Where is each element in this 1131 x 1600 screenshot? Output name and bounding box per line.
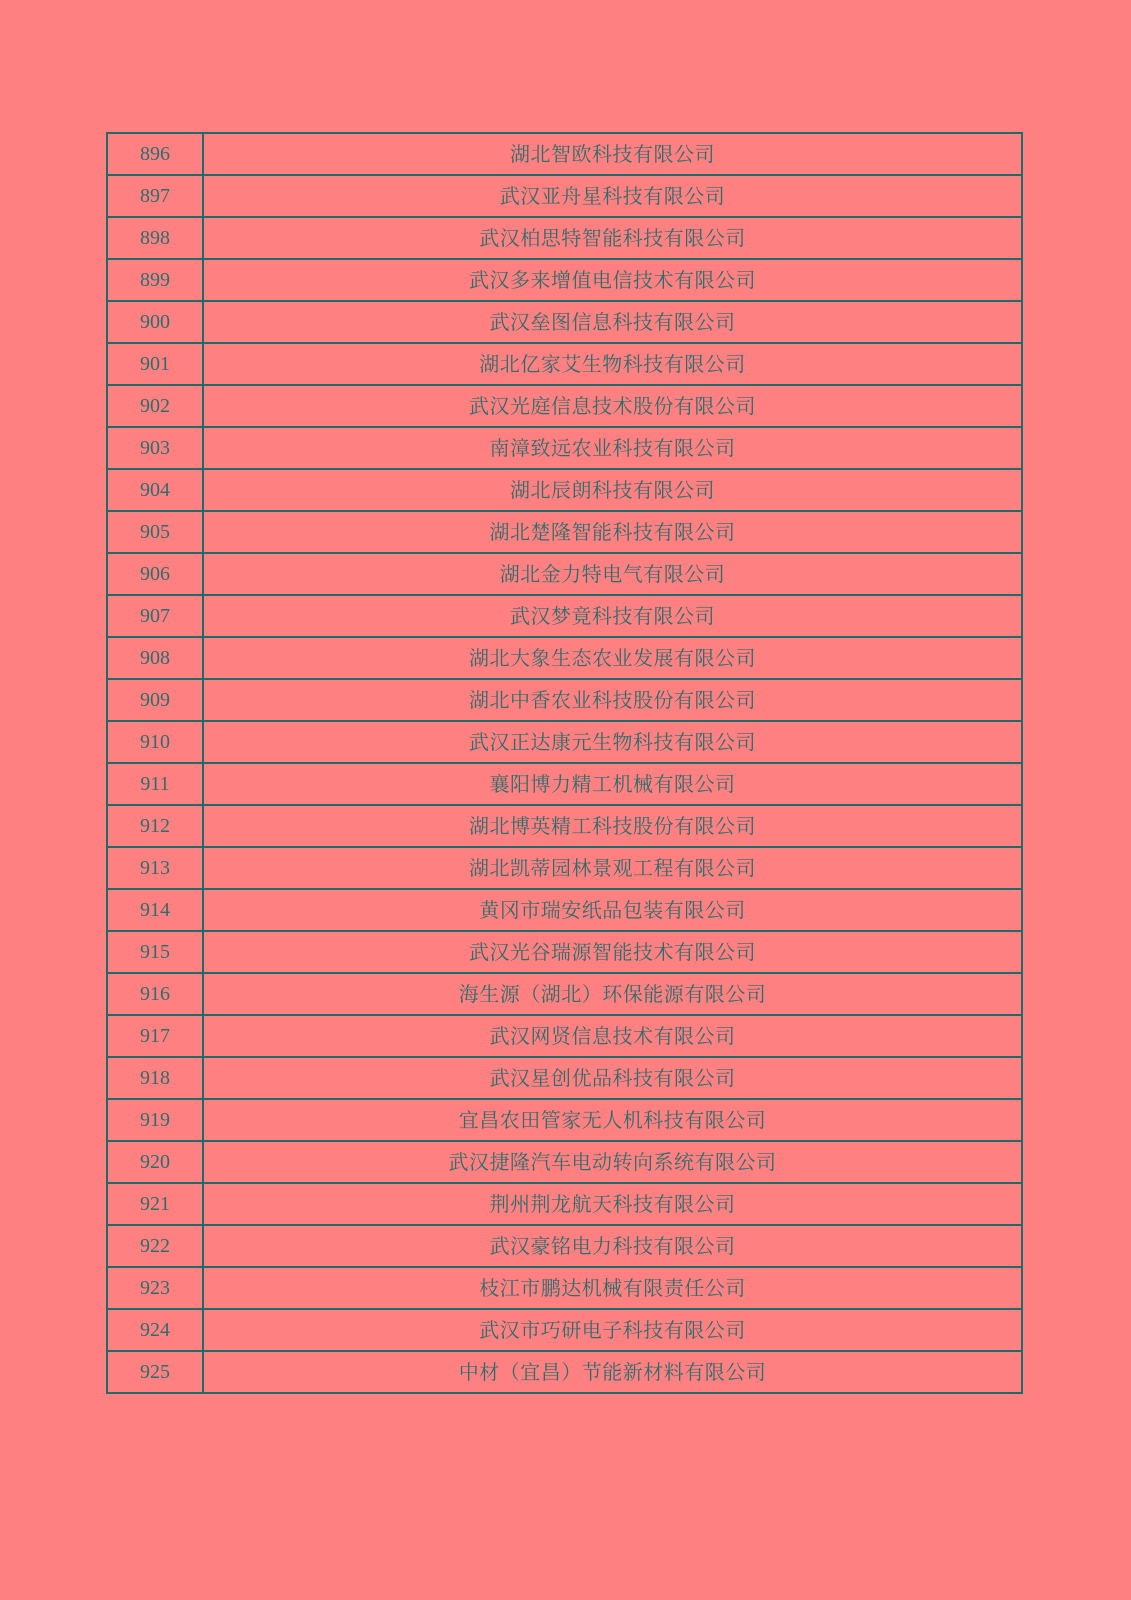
table-row xyxy=(107,595,1022,637)
company-name: 武汉梦竟科技有限公司 xyxy=(203,595,1022,637)
row-number: 898 xyxy=(107,217,203,259)
row-number: 906 xyxy=(107,553,203,595)
company-name: 武汉豪铭电力科技有限公司 xyxy=(203,1225,1022,1267)
row-number: 920 xyxy=(107,1141,203,1183)
company-name: 湖北中香农业科技股份有限公司 xyxy=(203,679,1022,721)
company-table xyxy=(106,132,1023,1394)
company-name: 荆州荆龙航天科技有限公司 xyxy=(203,1183,1022,1225)
company-name: 宜昌农田管家无人机科技有限公司 xyxy=(203,1099,1022,1141)
company-name: 南漳致远农业科技有限公司 xyxy=(203,427,1022,469)
table-row xyxy=(107,1057,1022,1099)
row-number: 905 xyxy=(107,511,203,553)
company-name: 湖北辰朗科技有限公司 xyxy=(203,469,1022,511)
row-number: 925 xyxy=(107,1351,203,1393)
company-name: 武汉光庭信息技术股份有限公司 xyxy=(203,385,1022,427)
table-row xyxy=(107,469,1022,511)
table-row xyxy=(107,679,1022,721)
row-number: 916 xyxy=(107,973,203,1015)
table-row xyxy=(107,385,1022,427)
table-row xyxy=(107,1267,1022,1309)
company-name: 武汉市巧研电子科技有限公司 xyxy=(203,1309,1022,1351)
row-number: 907 xyxy=(107,595,203,637)
table-row xyxy=(107,427,1022,469)
table-row xyxy=(107,301,1022,343)
table-row xyxy=(107,1099,1022,1141)
table-row xyxy=(107,973,1022,1015)
company-name: 枝江市鹏达机械有限责任公司 xyxy=(203,1267,1022,1309)
company-name: 中材（宜昌）节能新材料有限公司 xyxy=(203,1351,1022,1393)
row-number: 910 xyxy=(107,721,203,763)
row-number: 908 xyxy=(107,637,203,679)
company-name: 武汉正达康元生物科技有限公司 xyxy=(203,721,1022,763)
row-number: 922 xyxy=(107,1225,203,1267)
row-number: 923 xyxy=(107,1267,203,1309)
table-row xyxy=(107,217,1022,259)
row-number: 903 xyxy=(107,427,203,469)
table-row xyxy=(107,1015,1022,1057)
row-number: 896 xyxy=(107,133,203,175)
row-number: 924 xyxy=(107,1309,203,1351)
table-row xyxy=(107,805,1022,847)
table-row xyxy=(107,343,1022,385)
row-number: 913 xyxy=(107,847,203,889)
row-number: 902 xyxy=(107,385,203,427)
row-number: 911 xyxy=(107,763,203,805)
company-name: 湖北亿家艾生物科技有限公司 xyxy=(203,343,1022,385)
row-number: 901 xyxy=(107,343,203,385)
row-number: 897 xyxy=(107,175,203,217)
company-name: 武汉网贤信息技术有限公司 xyxy=(203,1015,1022,1057)
row-number: 904 xyxy=(107,469,203,511)
row-number: 914 xyxy=(107,889,203,931)
table-row xyxy=(107,133,1022,175)
company-name: 武汉光谷瑞源智能技术有限公司 xyxy=(203,931,1022,973)
company-name: 武汉星创优品科技有限公司 xyxy=(203,1057,1022,1099)
table-row xyxy=(107,259,1022,301)
company-name: 湖北大象生态农业发展有限公司 xyxy=(203,637,1022,679)
company-name: 武汉亚舟星科技有限公司 xyxy=(203,175,1022,217)
company-table-body xyxy=(107,133,1022,1393)
row-number: 917 xyxy=(107,1015,203,1057)
company-name: 襄阳博力精工机械有限公司 xyxy=(203,763,1022,805)
table-row xyxy=(107,511,1022,553)
company-name: 海生源（湖北）环保能源有限公司 xyxy=(203,973,1022,1015)
row-number: 909 xyxy=(107,679,203,721)
row-number: 921 xyxy=(107,1183,203,1225)
row-number: 918 xyxy=(107,1057,203,1099)
company-name: 湖北博英精工科技股份有限公司 xyxy=(203,805,1022,847)
table-row xyxy=(107,553,1022,595)
company-name: 黄冈市瑞安纸品包装有限公司 xyxy=(203,889,1022,931)
row-number: 919 xyxy=(107,1099,203,1141)
table-row xyxy=(107,721,1022,763)
table-row xyxy=(107,847,1022,889)
row-number: 915 xyxy=(107,931,203,973)
table-row xyxy=(107,1309,1022,1351)
table-row xyxy=(107,1351,1022,1393)
row-number: 912 xyxy=(107,805,203,847)
company-name: 武汉多来增值电信技术有限公司 xyxy=(203,259,1022,301)
table-row xyxy=(107,889,1022,931)
table-row xyxy=(107,175,1022,217)
company-name: 湖北凯蒂园林景观工程有限公司 xyxy=(203,847,1022,889)
company-name: 湖北金力特电气有限公司 xyxy=(203,553,1022,595)
table-row xyxy=(107,1225,1022,1267)
table-row xyxy=(107,931,1022,973)
row-number: 899 xyxy=(107,259,203,301)
row-number: 900 xyxy=(107,301,203,343)
table-row xyxy=(107,637,1022,679)
company-name: 武汉柏思特智能科技有限公司 xyxy=(203,217,1022,259)
table-row xyxy=(107,1141,1022,1183)
company-name: 武汉垒图信息科技有限公司 xyxy=(203,301,1022,343)
company-name: 湖北楚隆智能科技有限公司 xyxy=(203,511,1022,553)
table-row xyxy=(107,1183,1022,1225)
company-name: 武汉捷隆汽车电动转向系统有限公司 xyxy=(203,1141,1022,1183)
company-name: 湖北智欧科技有限公司 xyxy=(203,133,1022,175)
table-row xyxy=(107,763,1022,805)
